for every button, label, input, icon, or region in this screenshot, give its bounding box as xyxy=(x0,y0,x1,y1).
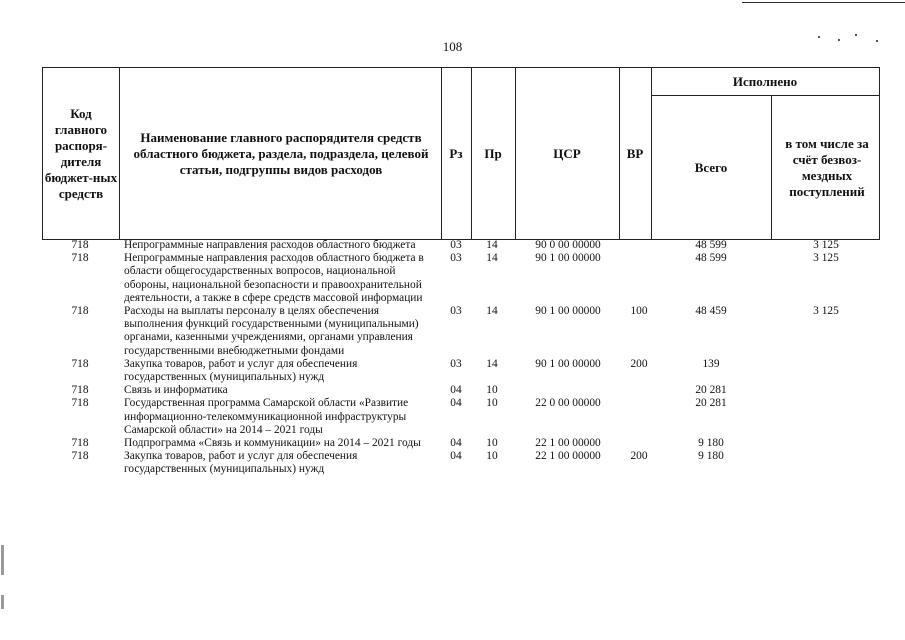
scan-speck xyxy=(855,34,857,36)
cell-rz: 04 xyxy=(450,450,462,463)
cell-pr: 10 xyxy=(486,384,498,397)
cell-rz: 04 xyxy=(450,437,462,450)
cell-rz: 04 xyxy=(450,384,462,397)
cell-csr: 90 0 00 00000 xyxy=(535,239,601,251)
cell-total: 9 180 xyxy=(698,450,724,463)
cell-code: 718 xyxy=(71,252,89,265)
cell-vr: 200 xyxy=(630,357,648,370)
table-body xyxy=(42,239,880,477)
cell-name: Подпрограмма «Связь и коммуникации» на 2014 – 2021 годы xyxy=(124,437,421,450)
cell-pr: 10 xyxy=(486,450,498,463)
cell-code: 718 xyxy=(71,357,89,370)
cell-total: 9 180 xyxy=(698,437,724,450)
cell-including: 3 125 xyxy=(813,239,839,251)
cell-pr: 14 xyxy=(486,252,498,265)
table-row xyxy=(42,239,880,252)
header-code: Код главного распоря-дителя бюджет-ных средств xyxy=(44,105,118,201)
cell-name: Непрограммные направления расходов областного бюджета xyxy=(124,239,416,251)
page-number: 108 xyxy=(442,39,463,54)
cell-code: 718 xyxy=(71,305,89,318)
table-row xyxy=(42,305,880,358)
cell-name: Связь и информатика xyxy=(124,384,228,397)
cell-csr: 90 1 00 00000 xyxy=(535,357,601,370)
cell-csr: 90 1 00 00000 xyxy=(535,252,601,265)
table-header xyxy=(42,67,880,240)
top-rule xyxy=(742,2,905,3)
table-row xyxy=(42,358,880,384)
header-vr: ВР xyxy=(626,145,644,161)
header-total: Всего xyxy=(694,159,728,175)
cell-code: 718 xyxy=(71,397,89,410)
cell-name: Расходы на выплаты персоналу в целях обеспечения выполнения функций государственными (муниципальными) органами, казенными учреждениями, органами управления государственными внебюджетными фондами xyxy=(124,305,419,357)
cell-csr: 22 1 00 00000 xyxy=(535,437,601,450)
scan-edge-mark xyxy=(1,545,4,575)
cell-pr: 14 xyxy=(486,239,498,251)
cell-vr: 100 xyxy=(630,305,648,318)
cell-rz: 03 xyxy=(450,305,462,318)
table-row xyxy=(42,252,880,305)
header-divider xyxy=(119,68,120,239)
cell-rz: 03 xyxy=(450,239,462,251)
header-executed: Исполнено xyxy=(732,73,798,89)
cell-rz: 03 xyxy=(450,357,462,370)
cell-rz: 03 xyxy=(450,252,462,265)
cell-code: 718 xyxy=(71,450,89,463)
scan-speck xyxy=(838,39,840,41)
cell-rz: 04 xyxy=(450,397,462,410)
cell-name: Государственная программа Самарской области «Развитие информационно-телекоммуникационной инфраструктуры Самарской области» на 2014 – 2021 годы xyxy=(124,397,409,436)
cell-code: 718 xyxy=(71,384,89,397)
cell-pr: 10 xyxy=(486,437,498,450)
table-row xyxy=(42,384,880,397)
table-row xyxy=(42,397,880,437)
cell-total: 48 599 xyxy=(695,239,727,251)
cell-csr: 22 1 00 00000 xyxy=(535,450,601,463)
cell-code: 718 xyxy=(71,239,89,251)
scan-speck xyxy=(818,36,820,38)
header-including: в том числе за счёт безвоз-мездных поступлений xyxy=(785,135,869,199)
header-pr: Пр xyxy=(484,145,502,161)
cell-csr: 22 0 00 00000 xyxy=(535,397,601,410)
cell-total: 48 599 xyxy=(695,252,727,265)
cell-name: Непрограммные направления расходов областного бюджета в области общегосударственных вопросов, национальной обороны, национальной безопасности и правоохранительной деятельности, а также в сфере средств массовой информации xyxy=(124,252,424,304)
table-row xyxy=(42,450,880,476)
header-name: Наименование главного распорядителя средств областного бюджета, раздела, подраздела, целевой статьи, подгруппы видов расходов xyxy=(133,129,429,177)
cell-pr: 14 xyxy=(486,305,498,318)
scan-speck xyxy=(876,40,878,42)
cell-total: 48 459 xyxy=(695,305,727,318)
cell-total: 20 281 xyxy=(695,384,727,397)
cell-csr: 90 1 00 00000 xyxy=(535,305,601,318)
cell-vr: 200 xyxy=(630,450,648,463)
header-csr: ЦСР xyxy=(553,145,581,161)
header-divider xyxy=(771,95,772,239)
cell-name: Закупка товаров, работ и услуг для обеспечения государственных (муниципальных) нужд xyxy=(124,450,358,476)
header-rz: Рз xyxy=(449,145,463,161)
cell-code: 718 xyxy=(71,437,89,450)
scan-edge-mark xyxy=(1,595,4,609)
table-row xyxy=(42,437,880,450)
cell-including: 3 125 xyxy=(813,252,839,265)
cell-pr: 14 xyxy=(486,357,498,370)
cell-pr: 10 xyxy=(486,397,498,410)
cell-total: 139 xyxy=(702,357,720,370)
cell-name: Закупка товаров, работ и услуг для обеспечения государственных (муниципальных) нужд xyxy=(124,357,358,384)
cell-total: 20 281 xyxy=(695,397,727,410)
cell-including: 3 125 xyxy=(813,305,839,318)
